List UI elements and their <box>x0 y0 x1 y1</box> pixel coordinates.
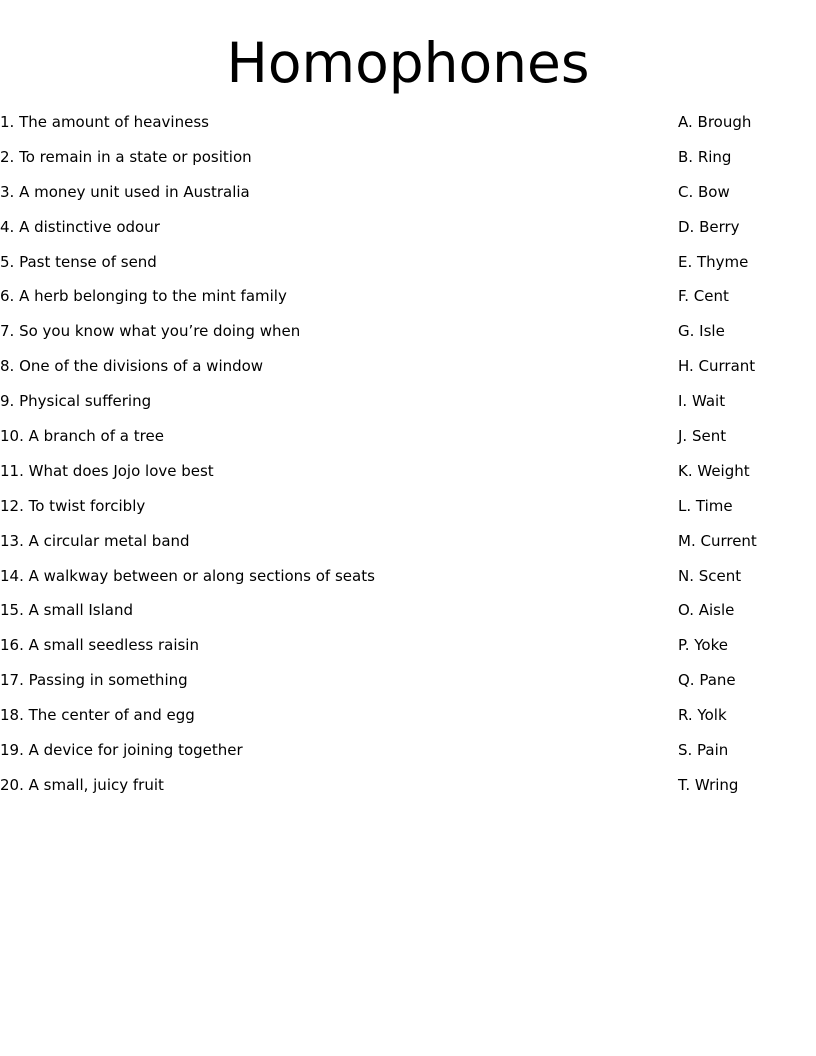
answer-option: T. Wring <box>678 775 739 794</box>
clue-text: 13. A circular metal band <box>0 531 190 550</box>
list-item <box>0 354 816 389</box>
answer-option: B. Ring <box>678 147 732 166</box>
list-item <box>0 633 816 668</box>
answer-option: R. Yolk <box>678 706 727 725</box>
answer-option: D. Berry <box>678 217 740 236</box>
list-item <box>0 494 816 529</box>
list-item <box>0 703 816 738</box>
answer-option: J. Sent <box>678 427 727 446</box>
clue-text: 2. To remain in a state or position <box>0 147 252 166</box>
answer-option: E. Thyme <box>678 252 749 271</box>
answer-option: K. Weight <box>678 461 750 480</box>
matching-list <box>0 110 816 808</box>
clue-text: 16. A small seedless raisin <box>0 636 199 655</box>
clue-text: 7. So you know what you’re doing when <box>0 322 301 341</box>
list-item <box>0 459 816 494</box>
list-item <box>0 250 816 285</box>
clue-text: 9. Physical suffering <box>0 392 152 411</box>
answer-option: L. Time <box>678 496 733 515</box>
clue-text: 18. The center of and egg <box>0 706 195 725</box>
clue-text: 14. A walkway between or along sections of seats <box>0 566 375 585</box>
answer-option: Q. Pane <box>678 671 736 690</box>
clue-text: 5. Past tense of send <box>0 252 157 271</box>
list-item <box>0 215 816 250</box>
list-item <box>0 668 816 703</box>
answer-option: I. Wait <box>678 392 726 411</box>
clue-text: 1. The amount of heaviness <box>0 113 209 131</box>
list-item <box>0 564 816 599</box>
answer-option: G. Isle <box>678 322 725 341</box>
list-item <box>0 145 816 180</box>
list-item <box>0 598 816 633</box>
list-item <box>0 110 816 145</box>
clue-text: 10. A branch of a tree <box>0 427 164 446</box>
clue-text: 15. A small Island <box>0 601 134 620</box>
list-item <box>0 738 816 773</box>
answer-option: S. Pain <box>678 741 729 760</box>
answer-option: O. Aisle <box>678 601 735 620</box>
clue-text: 6. A herb belonging to the mint family <box>0 287 287 306</box>
list-item <box>0 424 816 459</box>
clue-text: 17. Passing in something <box>0 671 188 690</box>
list-item <box>0 389 816 424</box>
page-title: Homophones <box>226 31 590 95</box>
answer-option: M. Current <box>678 531 757 550</box>
clue-text: 12. To twist forcibly <box>0 496 146 515</box>
answer-option: F. Cent <box>678 287 729 306</box>
answer-option: H. Currant <box>678 357 756 376</box>
answer-option: C. Bow <box>678 182 730 201</box>
clue-text: 11. What does Jojo love best <box>0 461 214 480</box>
list-item <box>0 284 816 319</box>
answer-option: A. Brough <box>678 113 752 131</box>
clue-text: 19. A device for joining together <box>0 741 243 760</box>
clue-text: 4. A distinctive odour <box>0 217 160 236</box>
list-item <box>0 773 816 808</box>
list-item <box>0 180 816 215</box>
clue-text: 20. A small, juicy fruit <box>0 775 164 794</box>
list-item <box>0 529 816 564</box>
answer-option: N. Scent <box>678 566 742 585</box>
answer-option: P. Yoke <box>678 636 728 655</box>
clue-text: 3. A money unit used in Australia <box>0 182 250 201</box>
clue-text: 8. One of the divisions of a window <box>0 357 264 376</box>
list-item <box>0 319 816 354</box>
